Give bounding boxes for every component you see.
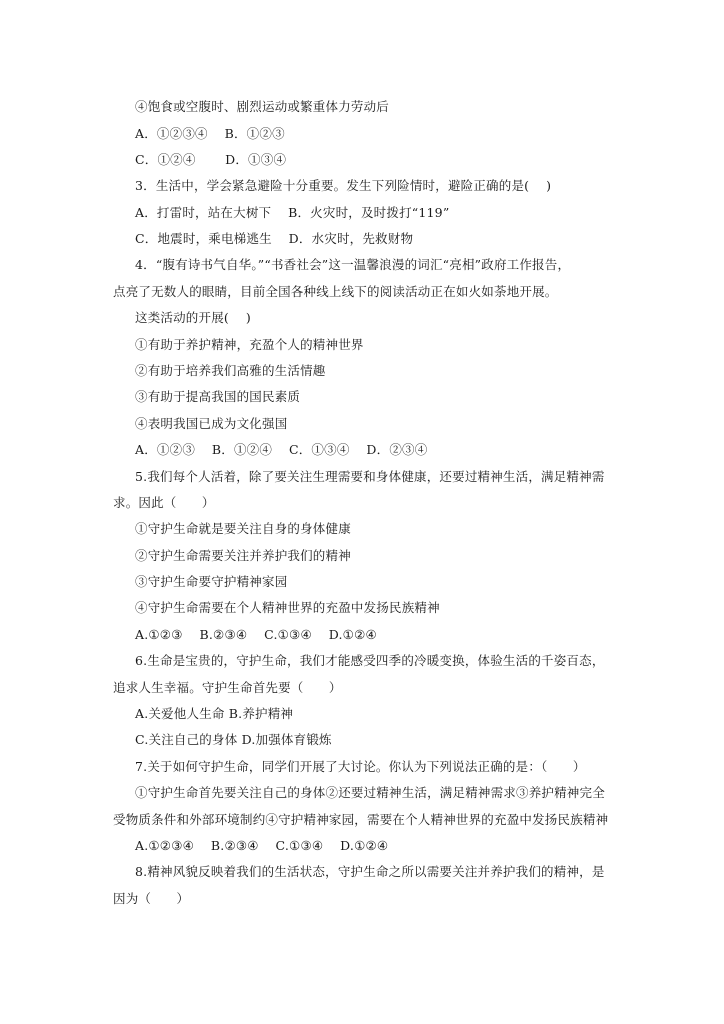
answer-options-q2-b: C．①②④ D．①③④ [135, 152, 287, 167]
statement-q4-2: ②有助于培养我们高雅的生活情趣 [135, 363, 326, 378]
answer-options-q4: A．①②③ B．①②④ C．①③④ D．②③④ [135, 442, 428, 457]
question-8-line-2: 因为（ ） [113, 891, 190, 906]
answer-options-q2-a: A．①②③④ B．①②③ [135, 126, 285, 141]
statement-q5-2: ②守护生命需要关注并养护我们的精神 [135, 548, 351, 563]
question-7: 7.关于如何守护生命，同学们开展了大讨论。你认为下列说法正确的是：（ ） [135, 759, 586, 774]
statement-q5-4: ④守护生命需要在个人精神世界的充盈中发扬民族精神 [135, 600, 440, 615]
answer-options-q6-b: C.关注自己的身体 D.加强体育锻炼 [135, 732, 332, 747]
answer-options-q6-a: A.关爱他人生命 B.养护精神 [135, 706, 294, 721]
answer-options-q3-b: C．地震时，乘电梯逃生 D．水灾时，先救财物 [135, 231, 414, 246]
question-8-line-1: 8.精神风貌反映着我们的生活状态，守护生命之所以需要关注并养护我们的精神，是 [135, 864, 605, 879]
statement-q5-3: ③守护生命要守护精神家园 [135, 574, 288, 589]
statement-q7-line-2: 受物质条件和外部环境制约④守护精神家园，需要在个人精神世界的充盈中发扬民族精神 [113, 812, 609, 827]
statement-q4-3: ③有助于提高我国的国民素质 [135, 389, 301, 404]
answer-options-q7: A.①②③④ B.②③④ C.①③④ D.①②④ [135, 838, 389, 853]
answer-options-q5: A.①②③ B.②③④ C.①③④ D.①②④ [135, 627, 377, 642]
answer-options-q3-a: A．打雷时，站在大树下 B．火灾时，及时拨打“119” [135, 205, 450, 220]
statement-q4-4: ④表明我国已成为文化强国 [135, 416, 288, 431]
statement-q4-1: ①有助于养护精神，充盈个人的精神世界 [135, 337, 364, 352]
statement-q5-1: ①守护生命就是要关注自身的身体健康 [135, 521, 351, 536]
question-4-line-1: 4．“腹有诗书气自华。”“书香社会”这一温馨浪漫的词汇“亮相”政府工作报告， [135, 257, 571, 272]
question-4-line-2: 点亮了无数人的眼睛，目前全国各种线上线下的阅读活动正在如火如荼地开展。 [113, 284, 558, 299]
question-5-line-2: 求。因此（ ） [113, 495, 215, 510]
question-3: 3．生活中，学会紧急避险十分重要。发生下列险情时，避险正确的是( ) [135, 178, 552, 193]
question-6-line-1: 6.生命是宝贵的，守护生命，我们才能感受四季的冷暖变换，体验生活的千姿百态， [135, 653, 605, 668]
option-line-4: ④饱食或空腹时、剧烈运动或繁重体力劳动后 [135, 99, 390, 114]
question-6-line-2: 追求人生幸福。守护生命首先要（ ） [113, 680, 342, 695]
question-5-line-1: 5.我们每个人活着，除了要关注生理需要和身体健康，还要过精神生活，满足精神需 [135, 469, 605, 484]
statement-q7-line-1: ①守护生命首先要关注自己的身体②还要过精神生活，满足精神需求③养护精神完全 [135, 785, 605, 800]
question-4-stem: 这类活动的开展( ) [135, 310, 251, 325]
